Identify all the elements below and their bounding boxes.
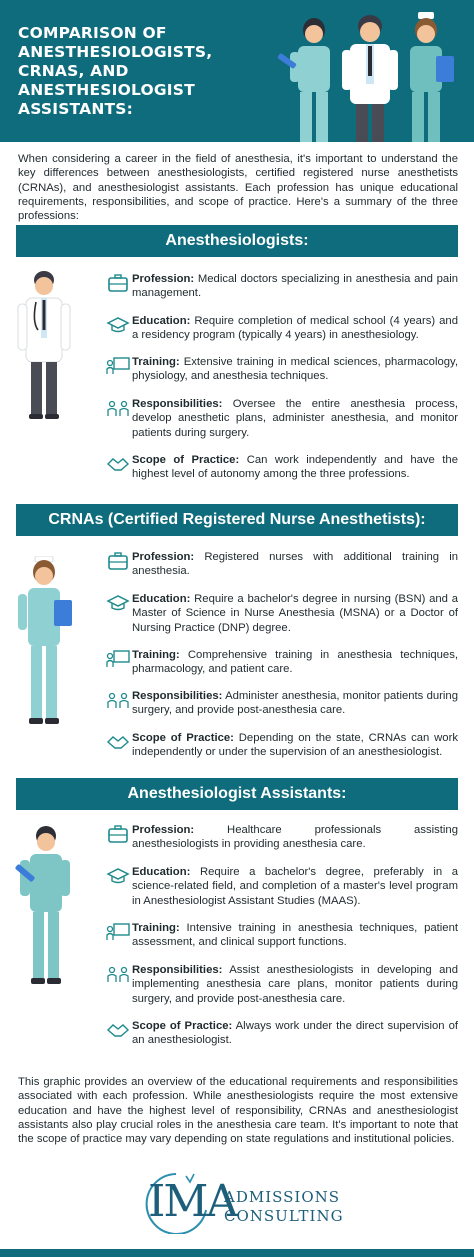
item-text — [132, 272, 458, 301]
item-description: Require a bachelor's degree, preferably in a science-related field, and completion of a master's level program in Anesthesiologist Assistant Studies (MAAS). — [132, 866, 458, 907]
presentation-board-icon — [106, 356, 132, 376]
handshake-icon — [106, 1020, 132, 1040]
section-title: Anesthesiologist Assistants: — [127, 785, 347, 802]
list-item — [106, 865, 458, 908]
item-label: Scope of Practice: — [132, 1020, 233, 1032]
item-text — [132, 648, 458, 677]
item-text — [132, 453, 458, 482]
ima-admissions-logo — [136, 1170, 346, 1234]
item-label: Education: — [132, 315, 191, 327]
item-text — [132, 314, 458, 343]
item-text — [132, 355, 458, 384]
doctor-figure-center — [342, 15, 398, 142]
item-label: Training: — [132, 356, 180, 368]
medical-team-illustration — [272, 8, 472, 142]
item-label: Responsibilities: — [132, 690, 223, 702]
logo-mark-text: IMA — [148, 1176, 237, 1227]
list-item — [106, 592, 458, 635]
section-banner-anesthesiologists — [16, 225, 458, 257]
item-text — [132, 1019, 458, 1048]
item-text — [132, 397, 458, 440]
graduation-cap-icon — [106, 315, 132, 335]
item-description: Always work under the direct supervision of an anesthesiologist. — [132, 1020, 459, 1047]
item-text — [132, 689, 458, 718]
presentation-board-icon — [106, 649, 132, 669]
nurse-illustration — [14, 556, 74, 728]
item-description: Comprehensive training in anesthesia techniques, pharmacology, and patient care. — [132, 649, 458, 676]
graduation-cap-icon — [106, 866, 132, 886]
item-label: Scope of Practice: — [132, 732, 234, 744]
item-description: Administer anesthesia, monitor patients during surgery, and provide post-anesthesia care. — [132, 690, 458, 717]
item-label: Profession: — [132, 551, 195, 563]
footer-bar — [0, 1249, 474, 1257]
item-description: Registered nurses with additional training in anesthesia. — [132, 551, 458, 578]
presentation-board-icon — [106, 922, 132, 942]
logo-word-admissions: ADMISSIONS — [224, 1188, 341, 1206]
item-description: Oversee the entire anesthesia process, develop anesthetic plans, administer anesthesia, and monitor patients during surgery. — [132, 398, 458, 439]
nurse-figure-left — [277, 18, 330, 142]
list-item — [106, 314, 458, 343]
section-title: CRNAs (Certified Registered Nurse Anesthetists): — [48, 511, 426, 528]
item-label: Profession: — [132, 824, 195, 836]
list-item — [106, 550, 458, 579]
intro-paragraph: When considering a career in the field of anesthesia, it's important to understand the key differences between anesthesiologists, certified registered nurse anesthetists (CRNAs), and anesthesiologist assistants. Each profession has unique educational requirements, responsibilities, and scope of practice. Here's a summary of the three professions: — [18, 153, 458, 223]
item-description: Extensive training in medical sciences, pharmacology, physiology, and anesthesia techniques. — [132, 356, 458, 383]
list-item — [106, 731, 458, 760]
handshake-icon — [106, 732, 132, 752]
item-description: Can work independently and have the highest level of autonomy among the three professions. — [132, 454, 458, 481]
list-item — [106, 689, 458, 718]
item-text — [132, 921, 458, 950]
item-text — [132, 865, 458, 908]
logo-word-consulting: CONSULTING — [224, 1207, 344, 1225]
item-label: Profession: — [132, 273, 195, 285]
handshake-icon — [106, 454, 132, 474]
item-description: Require completion of medical school (4 years) and a residency program (typically 4 years) in anesthesiology. — [132, 315, 458, 342]
list-item — [106, 355, 458, 384]
list-item — [106, 921, 458, 950]
assistant-illustration — [14, 824, 76, 988]
item-label: Education: — [132, 593, 191, 605]
team-icon — [106, 398, 132, 418]
item-description: Require a bachelor's degree in nursing (BSN) and a Master of Science in Nurse Anesthesia (MSNA) or a Doctor of Nursing Practice (DNP) degree. — [132, 593, 458, 634]
briefcase-icon — [106, 824, 132, 844]
item-description: Healthcare professionals assisting anesthesiologists in providing anesthesia care. — [132, 824, 458, 851]
page-title: COMPARISON OF ANESTHESIOLOGISTS, CRNAS, AND ANESTHESIOLOGIST ASSISTANTS: — [18, 24, 213, 118]
briefcase-icon — [106, 273, 132, 293]
list-item — [106, 823, 458, 852]
item-text — [132, 823, 458, 852]
item-description: Assist anesthesiologists in developing and implementing anesthesia care plans, monitor patients during surgery, and provide post-anesthesia care. — [132, 964, 458, 1005]
item-label: Training: — [132, 649, 180, 661]
item-description: Medical doctors specializing in anesthesia and pain management. — [132, 273, 458, 300]
header-banner — [0, 0, 474, 142]
graduation-cap-icon — [106, 593, 132, 613]
item-text — [132, 963, 458, 1006]
item-label: Training: — [132, 922, 180, 934]
briefcase-icon — [106, 551, 132, 571]
list-item — [106, 453, 458, 482]
list-item — [106, 963, 458, 1006]
item-label: Education: — [132, 866, 191, 878]
team-icon — [106, 690, 132, 710]
item-text — [132, 592, 458, 635]
item-label: Responsibilities: — [132, 398, 223, 410]
list-item — [106, 272, 458, 301]
nurse-figure-right — [410, 12, 454, 142]
doctor-illustration — [14, 270, 74, 420]
item-label: Responsibilities: — [132, 964, 223, 976]
section-banner-assistants — [16, 778, 458, 810]
list-item — [106, 397, 458, 440]
item-label: Scope of Practice: — [132, 454, 240, 466]
item-text — [132, 731, 458, 760]
team-icon — [106, 964, 132, 984]
section-banner-crnas — [16, 504, 458, 536]
section-title: Anesthesiologists: — [165, 232, 309, 249]
list-item — [106, 648, 458, 677]
item-description: Intensive training in anesthesia techniques, patient assessment, and clinical support functions. — [132, 922, 458, 949]
item-text — [132, 550, 458, 579]
list-item — [106, 1019, 458, 1048]
summary-paragraph: This graphic provides an overview of the educational requirements and responsibilities associated with each profession. While anesthesiologists require the most extensive education and have the highest level of responsibility, CRNAs and anesthesiologist assistants also play crucial roles in the anesthesia care team. It's important to note that the scope of practice may vary depending on state regulations and institutional policies. — [18, 1076, 458, 1146]
item-description: Depending on the state, CRNAs can work independently or under the supervision of an anesthesiologist. — [132, 732, 458, 759]
